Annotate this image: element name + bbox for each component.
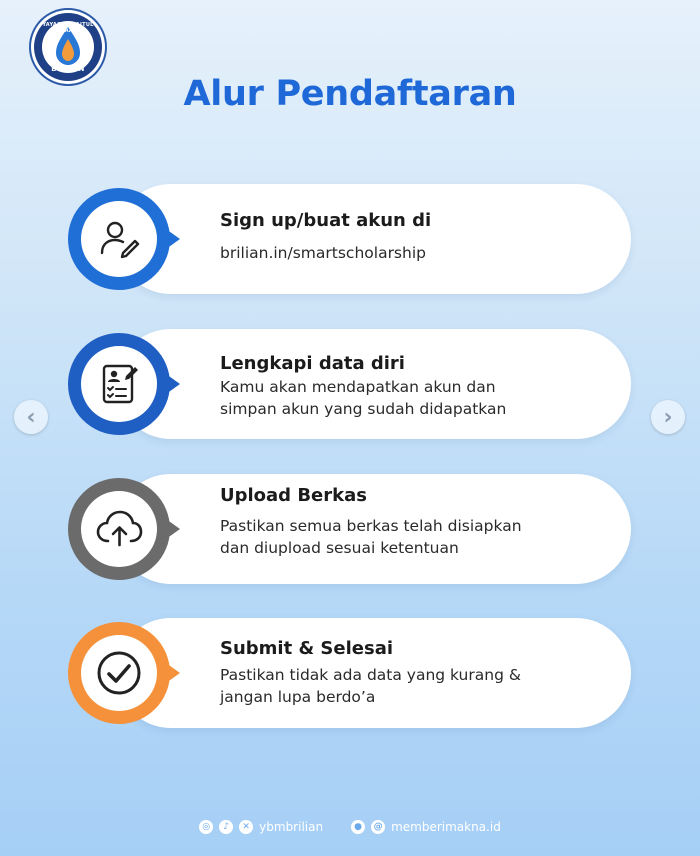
check-circle-icon — [94, 648, 144, 698]
cloud-upload-icon — [95, 507, 143, 551]
form-checklist-icon — [97, 362, 141, 406]
instagram-icon[interactable]: ◎ — [199, 820, 213, 834]
step-description-line: Pastikan tidak ada data yang kurang & — [220, 666, 521, 684]
step-badge — [68, 333, 170, 435]
page-title: Alur Pendaftaran — [183, 74, 517, 114]
step-badge — [68, 188, 170, 290]
step-card-2 — [68, 329, 631, 439]
step-title: Lengkapi data diri — [220, 353, 405, 374]
user-edit-icon — [97, 217, 141, 261]
chevron-left-icon: ‹ — [26, 404, 36, 430]
step-title: Sign up/buat akun di — [220, 210, 432, 231]
carousel-prev-button[interactable] — [14, 400, 48, 434]
step-pill — [116, 184, 631, 294]
logo-bottom-text: BRILiaN — [51, 65, 85, 73]
badge-pointer — [166, 229, 180, 249]
step-card-4 — [68, 618, 631, 728]
badge-pointer — [166, 519, 180, 539]
step-card-3 — [68, 474, 631, 584]
step-description-line: brilian.in/smartscholarship — [220, 244, 426, 262]
logo-top-text: YAYASAN BAITUL MAAL — [42, 22, 94, 34]
badge-pointer — [166, 374, 180, 394]
badge-pointer — [166, 663, 180, 683]
web-icon[interactable]: ● — [351, 820, 365, 834]
step-description-line: Pastikan semua berkas telah disiapkan — [220, 517, 522, 535]
step-badge — [68, 622, 170, 724]
step-description-line: simpan akun yang sudah didapatkan — [220, 400, 507, 418]
x-twitter-icon[interactable]: ✕ — [239, 820, 253, 834]
step-description-line: dan diupload sesuai ketentuan — [220, 539, 459, 557]
tiktok-icon[interactable]: ♪ — [219, 820, 233, 834]
step-description-line: jangan lupa berdo’a — [220, 688, 376, 706]
website-link[interactable]: memberimakna.id — [391, 820, 501, 834]
social-footer — [0, 820, 700, 834]
step-badge — [68, 478, 170, 580]
carousel-next-button[interactable] — [651, 400, 685, 434]
step-title: Upload Berkas — [220, 485, 367, 506]
threads-icon[interactable]: @ — [371, 820, 385, 834]
chevron-right-icon: › — [663, 404, 673, 430]
brand-logo — [34, 13, 102, 81]
social-handle: ybmbrilian — [259, 820, 324, 834]
step-card-1 — [68, 184, 631, 294]
step-title: Submit & Selesai — [220, 638, 394, 659]
step-description-line: Kamu akan mendapatkan akun dan — [220, 378, 496, 396]
